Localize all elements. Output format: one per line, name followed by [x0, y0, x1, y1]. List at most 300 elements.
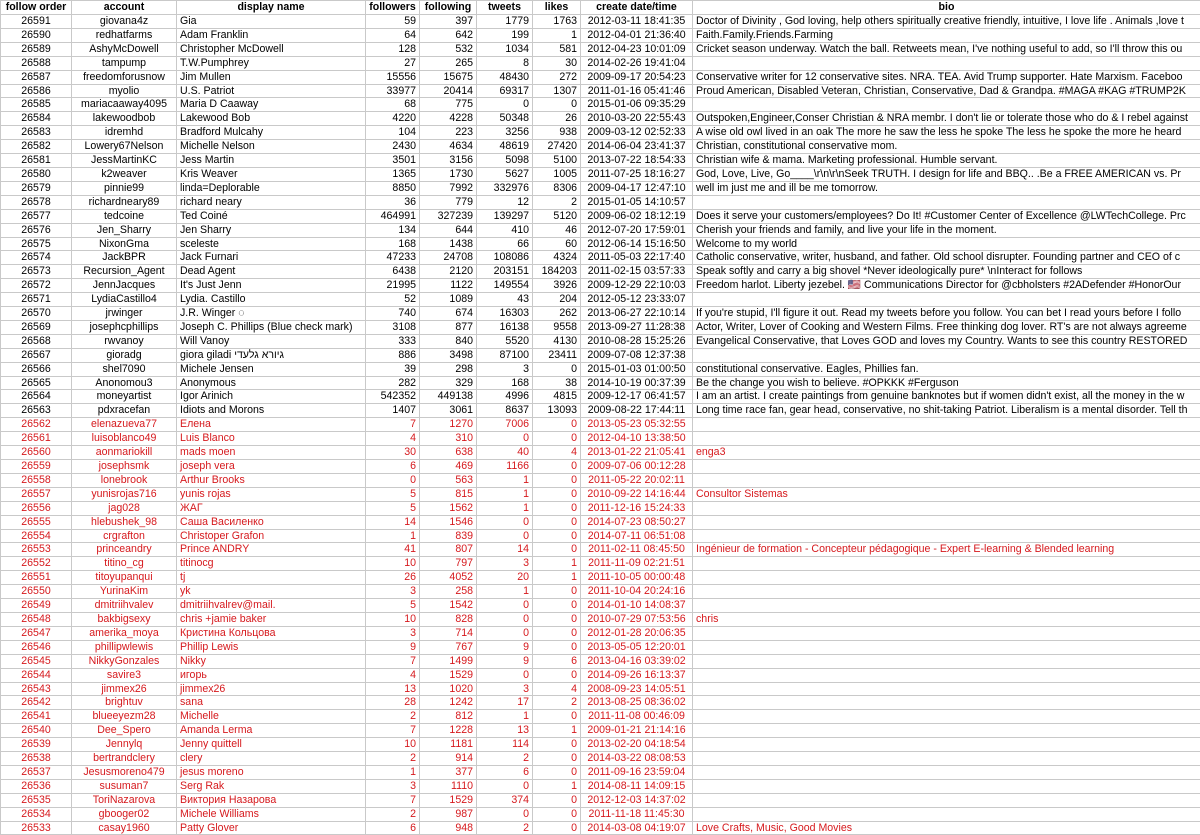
- cell-bio[interactable]: [693, 195, 1200, 209]
- cell-followers[interactable]: 3: [366, 626, 420, 640]
- header-likes[interactable]: likes: [533, 1, 581, 15]
- cell-followers[interactable]: 10: [366, 612, 420, 626]
- cell-following[interactable]: 840: [420, 334, 477, 348]
- cell-following[interactable]: 812: [420, 710, 477, 724]
- cell-likes[interactable]: 6: [533, 654, 581, 668]
- cell-follow-order[interactable]: 26539: [1, 738, 72, 752]
- cell-create-date[interactable]: 2015-01-03 01:00:50: [581, 362, 693, 376]
- cell-display-name[interactable]: Christoper Grafon: [177, 529, 366, 543]
- cell-follow-order[interactable]: 26589: [1, 42, 72, 56]
- cell-tweets[interactable]: 332976: [477, 181, 533, 195]
- cell-likes[interactable]: 5120: [533, 209, 581, 223]
- cell-follow-order[interactable]: 26556: [1, 501, 72, 515]
- cell-following[interactable]: 1228: [420, 724, 477, 738]
- cell-followers[interactable]: 13: [366, 682, 420, 696]
- cell-create-date[interactable]: 2013-02-20 04:18:54: [581, 738, 693, 752]
- header-bio[interactable]: bio: [693, 1, 1200, 15]
- cell-following[interactable]: 327239: [420, 209, 477, 223]
- cell-likes[interactable]: 0: [533, 765, 581, 779]
- cell-following[interactable]: 1529: [420, 793, 477, 807]
- cell-following[interactable]: 828: [420, 612, 477, 626]
- cell-tweets[interactable]: 374: [477, 793, 533, 807]
- cell-create-date[interactable]: 2012-04-23 10:01:09: [581, 42, 693, 56]
- cell-display-name[interactable]: Michelle: [177, 710, 366, 724]
- cell-tweets[interactable]: 4996: [477, 390, 533, 404]
- cell-account[interactable]: Lowery67Nelson: [72, 140, 177, 154]
- cell-bio[interactable]: Speak softly and carry a big shovel *Never ideologically pure* \nInteract for follows: [693, 265, 1200, 279]
- cell-account[interactable]: jimmex26: [72, 682, 177, 696]
- cell-create-date[interactable]: 2014-06-04 23:41:37: [581, 140, 693, 154]
- cell-follow-order[interactable]: 26548: [1, 612, 72, 626]
- cell-tweets[interactable]: 168: [477, 376, 533, 390]
- cell-likes[interactable]: 1: [533, 779, 581, 793]
- cell-followers[interactable]: 464991: [366, 209, 420, 223]
- cell-account[interactable]: pdxracefan: [72, 404, 177, 418]
- cell-likes[interactable]: 0: [533, 501, 581, 515]
- cell-bio[interactable]: I am an artist. I create paintings from genuine banknotes but if women didn't exist, all the money in the w: [693, 390, 1200, 404]
- cell-follow-order[interactable]: 26586: [1, 84, 72, 98]
- cell-followers[interactable]: 41: [366, 543, 420, 557]
- cell-following[interactable]: 3061: [420, 404, 477, 418]
- cell-likes[interactable]: 0: [533, 668, 581, 682]
- cell-follow-order[interactable]: 26560: [1, 446, 72, 460]
- cell-tweets[interactable]: 40: [477, 446, 533, 460]
- cell-display-name[interactable]: J.R. Winger ◌: [177, 307, 366, 321]
- cell-follow-order[interactable]: 26535: [1, 793, 72, 807]
- cell-likes[interactable]: 184203: [533, 265, 581, 279]
- cell-likes[interactable]: 1763: [533, 15, 581, 29]
- cell-bio[interactable]: [693, 529, 1200, 543]
- cell-followers[interactable]: 7: [366, 724, 420, 738]
- cell-following[interactable]: 15675: [420, 70, 477, 84]
- cell-following[interactable]: 329: [420, 376, 477, 390]
- cell-follow-order[interactable]: 26559: [1, 460, 72, 474]
- cell-bio[interactable]: Ingénieur de formation - Concepteur pédagogique - Expert E-learning & Blended learning: [693, 543, 1200, 557]
- cell-followers[interactable]: 8850: [366, 181, 420, 195]
- cell-bio[interactable]: [693, 779, 1200, 793]
- cell-bio[interactable]: [693, 738, 1200, 752]
- cell-display-name[interactable]: Joseph C. Phillips (Blue check mark): [177, 320, 366, 334]
- cell-follow-order[interactable]: 26590: [1, 28, 72, 42]
- cell-display-name[interactable]: U.S. Patriot: [177, 84, 366, 98]
- cell-display-name[interactable]: Bradford Mulcahy: [177, 126, 366, 140]
- cell-account[interactable]: pinnie99: [72, 181, 177, 195]
- cell-followers[interactable]: 333: [366, 334, 420, 348]
- cell-create-date[interactable]: 2013-04-16 03:39:02: [581, 654, 693, 668]
- cell-create-date[interactable]: 2013-01-22 21:05:41: [581, 446, 693, 460]
- cell-create-date[interactable]: 2014-07-23 08:50:27: [581, 515, 693, 529]
- cell-followers[interactable]: 3: [366, 779, 420, 793]
- cell-account[interactable]: freedomforusnow: [72, 70, 177, 84]
- cell-bio[interactable]: [693, 501, 1200, 515]
- cell-followers[interactable]: 5: [366, 501, 420, 515]
- cell-tweets[interactable]: 13: [477, 724, 533, 738]
- cell-bio[interactable]: [693, 515, 1200, 529]
- cell-follow-order[interactable]: 26571: [1, 293, 72, 307]
- cell-tweets[interactable]: 5098: [477, 154, 533, 168]
- cell-tweets[interactable]: 1: [477, 710, 533, 724]
- cell-following[interactable]: 265: [420, 56, 477, 70]
- cell-likes[interactable]: 0: [533, 460, 581, 474]
- cell-create-date[interactable]: 2011-11-18 11:45:30: [581, 807, 693, 821]
- cell-create-date[interactable]: 2015-01-06 09:35:29: [581, 98, 693, 112]
- cell-following[interactable]: 1242: [420, 696, 477, 710]
- cell-likes[interactable]: 0: [533, 529, 581, 543]
- cell-display-name[interactable]: Christopher McDowell: [177, 42, 366, 56]
- cell-likes[interactable]: 4: [533, 682, 581, 696]
- cell-following[interactable]: 223: [420, 126, 477, 140]
- cell-following[interactable]: 815: [420, 487, 477, 501]
- cell-likes[interactable]: 272: [533, 70, 581, 84]
- cell-follow-order[interactable]: 26542: [1, 696, 72, 710]
- cell-follow-order[interactable]: 26582: [1, 140, 72, 154]
- cell-follow-order[interactable]: 26538: [1, 752, 72, 766]
- cell-bio[interactable]: Freedom harlot. Liberty jezebel. 🇺🇸 Communications Director for @cbholsters #2ADefender #HonorOur: [693, 279, 1200, 293]
- cell-bio[interactable]: chris: [693, 612, 1200, 626]
- cell-followers[interactable]: 30: [366, 446, 420, 460]
- cell-bio[interactable]: Conservative writer for 12 conservative sites. NRA. TEA. Avid Trump supporter. Hate Marxism. Faceboo: [693, 70, 1200, 84]
- cell-likes[interactable]: 0: [533, 599, 581, 613]
- cell-tweets[interactable]: 1166: [477, 460, 533, 474]
- cell-following[interactable]: 1529: [420, 668, 477, 682]
- cell-tweets[interactable]: 410: [477, 223, 533, 237]
- cell-create-date[interactable]: 2012-12-03 14:37:02: [581, 793, 693, 807]
- cell-account[interactable]: lakewoodbob: [72, 112, 177, 126]
- cell-display-name[interactable]: Maria D Caaway: [177, 98, 366, 112]
- cell-bio[interactable]: Outspoken,Engineer,Conser Christian & NRA membr. I don't lie or tolerate those who do & I rebel against: [693, 112, 1200, 126]
- cell-bio[interactable]: Consultor Sistemas: [693, 487, 1200, 501]
- cell-bio[interactable]: well im just me and ill be me tomorrow.: [693, 181, 1200, 195]
- cell-account[interactable]: elenazueva77: [72, 418, 177, 432]
- cell-display-name[interactable]: T.W.Pumphrey: [177, 56, 366, 70]
- cell-likes[interactable]: 1: [533, 724, 581, 738]
- cell-create-date[interactable]: 2011-02-11 08:45:50: [581, 543, 693, 557]
- cell-following[interactable]: 3156: [420, 154, 477, 168]
- cell-followers[interactable]: 6: [366, 821, 420, 835]
- cell-followers[interactable]: 2: [366, 710, 420, 724]
- cell-display-name[interactable]: chris +jamie baker: [177, 612, 366, 626]
- cell-create-date[interactable]: 2011-11-09 02:21:51: [581, 557, 693, 571]
- cell-bio[interactable]: Be the change you wish to believe. #OPKKK #Ferguson: [693, 376, 1200, 390]
- cell-bio[interactable]: Long time race fan, gear head, conservative, no shit-taking Patriot. Liberalism is a mental disorder. Tell th: [693, 404, 1200, 418]
- cell-followers[interactable]: 282: [366, 376, 420, 390]
- cell-likes[interactable]: 5100: [533, 154, 581, 168]
- cell-bio[interactable]: A wise old owl lived in an oak The more he saw the less he spoke The less he spoke the more he heard: [693, 126, 1200, 140]
- cell-likes[interactable]: 4324: [533, 251, 581, 265]
- cell-create-date[interactable]: 2012-04-10 13:38:50: [581, 432, 693, 446]
- cell-create-date[interactable]: 2014-02-26 19:41:04: [581, 56, 693, 70]
- cell-create-date[interactable]: 2009-07-08 12:37:38: [581, 348, 693, 362]
- cell-follow-order[interactable]: 26575: [1, 237, 72, 251]
- cell-follow-order[interactable]: 26583: [1, 126, 72, 140]
- cell-create-date[interactable]: 2010-08-28 15:25:26: [581, 334, 693, 348]
- cell-bio[interactable]: [693, 752, 1200, 766]
- cell-account[interactable]: josephcphillips: [72, 320, 177, 334]
- cell-account[interactable]: JessMartinKC: [72, 154, 177, 168]
- cell-follow-order[interactable]: 26587: [1, 70, 72, 84]
- cell-create-date[interactable]: 2012-03-11 18:41:35: [581, 15, 693, 29]
- cell-tweets[interactable]: 14: [477, 543, 533, 557]
- cell-create-date[interactable]: 2014-10-19 00:37:39: [581, 376, 693, 390]
- cell-display-name[interactable]: Michelle Nelson: [177, 140, 366, 154]
- cell-bio[interactable]: God, Love, Live, Go____\r\n\r\nSeek TRUTH. I design for life and BBQ.. .Be a FREE AMERICAN vs. Pr: [693, 167, 1200, 181]
- cell-likes[interactable]: 38: [533, 376, 581, 390]
- cell-follow-order[interactable]: 26552: [1, 557, 72, 571]
- cell-create-date[interactable]: 2014-01-10 14:08:37: [581, 599, 693, 613]
- cell-follow-order[interactable]: 26537: [1, 765, 72, 779]
- cell-create-date[interactable]: 2014-03-22 08:08:53: [581, 752, 693, 766]
- cell-follow-order[interactable]: 26579: [1, 181, 72, 195]
- cell-display-name[interactable]: Jess Martin: [177, 154, 366, 168]
- cell-display-name[interactable]: sana: [177, 696, 366, 710]
- cell-follow-order[interactable]: 26578: [1, 195, 72, 209]
- cell-follow-order[interactable]: 26561: [1, 432, 72, 446]
- cell-followers[interactable]: 740: [366, 307, 420, 321]
- cell-followers[interactable]: 1: [366, 765, 420, 779]
- cell-account[interactable]: YurinaKim: [72, 585, 177, 599]
- cell-following[interactable]: 877: [420, 320, 477, 334]
- cell-account[interactable]: NixonGma: [72, 237, 177, 251]
- cell-likes[interactable]: 30: [533, 56, 581, 70]
- cell-followers[interactable]: 1: [366, 529, 420, 543]
- cell-followers[interactable]: 7: [366, 654, 420, 668]
- cell-tweets[interactable]: 1: [477, 585, 533, 599]
- cell-bio[interactable]: Christian wife & mama. Marketing professional. Humble servant.: [693, 154, 1200, 168]
- cell-follow-order[interactable]: 26554: [1, 529, 72, 543]
- cell-tweets[interactable]: 3: [477, 682, 533, 696]
- cell-followers[interactable]: 5: [366, 599, 420, 613]
- cell-followers[interactable]: 3501: [366, 154, 420, 168]
- cell-create-date[interactable]: 2009-01-21 21:14:16: [581, 724, 693, 738]
- cell-bio[interactable]: Cherish your friends and family, and live your life in the moment.: [693, 223, 1200, 237]
- cell-following[interactable]: 258: [420, 585, 477, 599]
- cell-tweets[interactable]: 2: [477, 752, 533, 766]
- cell-create-date[interactable]: 2011-10-04 20:24:16: [581, 585, 693, 599]
- cell-following[interactable]: 644: [420, 223, 477, 237]
- cell-followers[interactable]: 4: [366, 668, 420, 682]
- cell-display-name[interactable]: Кристина Кольцова: [177, 626, 366, 640]
- cell-display-name[interactable]: Елена: [177, 418, 366, 432]
- cell-likes[interactable]: 262: [533, 307, 581, 321]
- cell-follow-order[interactable]: 26551: [1, 571, 72, 585]
- cell-likes[interactable]: 0: [533, 543, 581, 557]
- cell-tweets[interactable]: 69317: [477, 84, 533, 98]
- cell-create-date[interactable]: 2009-07-06 00:12:28: [581, 460, 693, 474]
- cell-account[interactable]: gbooger02: [72, 807, 177, 821]
- cell-account[interactable]: titino_cg: [72, 557, 177, 571]
- cell-followers[interactable]: 886: [366, 348, 420, 362]
- cell-tweets[interactable]: 0: [477, 98, 533, 112]
- cell-follow-order[interactable]: 26547: [1, 626, 72, 640]
- cell-tweets[interactable]: 0: [477, 779, 533, 793]
- cell-account[interactable]: Anonomou3: [72, 376, 177, 390]
- cell-likes[interactable]: 1: [533, 28, 581, 42]
- cell-followers[interactable]: 3108: [366, 320, 420, 334]
- cell-account[interactable]: LydiaCastillo4: [72, 293, 177, 307]
- cell-follow-order[interactable]: 26584: [1, 112, 72, 126]
- cell-create-date[interactable]: 2009-06-02 18:12:19: [581, 209, 693, 223]
- cell-follow-order[interactable]: 26545: [1, 654, 72, 668]
- cell-create-date[interactable]: 2011-09-16 23:59:04: [581, 765, 693, 779]
- cell-likes[interactable]: 0: [533, 752, 581, 766]
- cell-display-name[interactable]: clery: [177, 752, 366, 766]
- cell-tweets[interactable]: 8: [477, 56, 533, 70]
- cell-tweets[interactable]: 108086: [477, 251, 533, 265]
- cell-follow-order[interactable]: 26570: [1, 307, 72, 321]
- cell-following[interactable]: 839: [420, 529, 477, 543]
- cell-bio[interactable]: Cricket season underway. Watch the ball. Retweets mean, I've nothing useful to add, so I'll throw this ou: [693, 42, 1200, 56]
- cell-display-name[interactable]: Patty Glover: [177, 821, 366, 835]
- cell-create-date[interactable]: 2013-06-27 22:10:14: [581, 307, 693, 321]
- cell-bio[interactable]: constitutional conservative. Eagles, Phillies fan.: [693, 362, 1200, 376]
- cell-bio[interactable]: [693, 293, 1200, 307]
- cell-create-date[interactable]: 2011-12-16 15:24:33: [581, 501, 693, 515]
- cell-display-name[interactable]: Prince ANDRY: [177, 543, 366, 557]
- cell-create-date[interactable]: 2012-04-01 21:36:40: [581, 28, 693, 42]
- cell-following[interactable]: 638: [420, 446, 477, 460]
- cell-create-date[interactable]: 2011-01-16 05:41:46: [581, 84, 693, 98]
- cell-followers[interactable]: 9: [366, 640, 420, 654]
- cell-account[interactable]: JennJacques: [72, 279, 177, 293]
- cell-likes[interactable]: 2: [533, 696, 581, 710]
- cell-follow-order[interactable]: 26562: [1, 418, 72, 432]
- cell-account[interactable]: giovana4z: [72, 15, 177, 29]
- header-following[interactable]: following: [420, 1, 477, 15]
- cell-account[interactable]: mariacaaway4095: [72, 98, 177, 112]
- cell-following[interactable]: 2120: [420, 265, 477, 279]
- cell-tweets[interactable]: 1779: [477, 15, 533, 29]
- cell-likes[interactable]: 9558: [533, 320, 581, 334]
- cell-display-name[interactable]: Lakewood Bob: [177, 112, 366, 126]
- cell-followers[interactable]: 542352: [366, 390, 420, 404]
- cell-follow-order[interactable]: 26566: [1, 362, 72, 376]
- cell-tweets[interactable]: 1034: [477, 42, 533, 56]
- cell-display-name[interactable]: yunis rojas: [177, 487, 366, 501]
- cell-display-name[interactable]: игорь: [177, 668, 366, 682]
- cell-display-name[interactable]: Igor Arinich: [177, 390, 366, 404]
- cell-account[interactable]: Dee_Spero: [72, 724, 177, 738]
- cell-followers[interactable]: 1365: [366, 167, 420, 181]
- cell-follow-order[interactable]: 26558: [1, 473, 72, 487]
- cell-create-date[interactable]: 2014-03-08 04:19:07: [581, 821, 693, 835]
- cell-bio[interactable]: Actor, Writer, Lover of Cooking and Western Films. Free thinking dog lover. RT's are not always agreeme: [693, 320, 1200, 334]
- cell-follow-order[interactable]: 26568: [1, 334, 72, 348]
- cell-following[interactable]: 1546: [420, 515, 477, 529]
- cell-following[interactable]: 469: [420, 460, 477, 474]
- cell-tweets[interactable]: 9: [477, 640, 533, 654]
- cell-likes[interactable]: 0: [533, 585, 581, 599]
- cell-followers[interactable]: 33977: [366, 84, 420, 98]
- cell-display-name[interactable]: Dead Agent: [177, 265, 366, 279]
- cell-tweets[interactable]: 0: [477, 612, 533, 626]
- cell-bio[interactable]: Evangelical Conservative, that Loves GOD and loves my Country. Wants to see this country RESTORED: [693, 334, 1200, 348]
- cell-followers[interactable]: 21995: [366, 279, 420, 293]
- cell-account[interactable]: gioradg: [72, 348, 177, 362]
- cell-bio[interactable]: [693, 585, 1200, 599]
- cell-account[interactable]: crgrafton: [72, 529, 177, 543]
- cell-likes[interactable]: 0: [533, 640, 581, 654]
- cell-bio[interactable]: [693, 724, 1200, 738]
- cell-create-date[interactable]: 2014-07-11 06:51:08: [581, 529, 693, 543]
- cell-following[interactable]: 532: [420, 42, 477, 56]
- cell-bio[interactable]: [693, 654, 1200, 668]
- cell-display-name[interactable]: Serg Rak: [177, 779, 366, 793]
- cell-account[interactable]: brightuv: [72, 696, 177, 710]
- cell-following[interactable]: 298: [420, 362, 477, 376]
- cell-bio[interactable]: [693, 696, 1200, 710]
- cell-tweets[interactable]: 0: [477, 626, 533, 640]
- cell-follow-order[interactable]: 26581: [1, 154, 72, 168]
- cell-followers[interactable]: 47233: [366, 251, 420, 265]
- cell-follow-order[interactable]: 26555: [1, 515, 72, 529]
- cell-following[interactable]: 1562: [420, 501, 477, 515]
- cell-followers[interactable]: 128: [366, 42, 420, 56]
- cell-likes[interactable]: 1: [533, 557, 581, 571]
- cell-followers[interactable]: 4: [366, 432, 420, 446]
- cell-display-name[interactable]: Amanda Lerma: [177, 724, 366, 738]
- cell-create-date[interactable]: 2014-09-26 16:13:37: [581, 668, 693, 682]
- cell-follow-order[interactable]: 26549: [1, 599, 72, 613]
- cell-follow-order[interactable]: 26585: [1, 98, 72, 112]
- cell-follow-order[interactable]: 26580: [1, 167, 72, 181]
- cell-bio[interactable]: [693, 710, 1200, 724]
- cell-follow-order[interactable]: 26563: [1, 404, 72, 418]
- cell-tweets[interactable]: 12: [477, 195, 533, 209]
- cell-likes[interactable]: 0: [533, 432, 581, 446]
- cell-tweets[interactable]: 9: [477, 654, 533, 668]
- cell-account[interactable]: Recursion_Agent: [72, 265, 177, 279]
- cell-follow-order[interactable]: 26572: [1, 279, 72, 293]
- cell-display-name[interactable]: Jen Sharry: [177, 223, 366, 237]
- cell-likes[interactable]: 23411: [533, 348, 581, 362]
- cell-followers[interactable]: 1407: [366, 404, 420, 418]
- cell-display-name[interactable]: Adam Franklin: [177, 28, 366, 42]
- cell-likes[interactable]: 4: [533, 446, 581, 460]
- cell-display-name[interactable]: Jenny quittell: [177, 738, 366, 752]
- cell-tweets[interactable]: 48430: [477, 70, 533, 84]
- cell-create-date[interactable]: 2012-01-28 20:06:35: [581, 626, 693, 640]
- cell-account[interactable]: ToriNazarova: [72, 793, 177, 807]
- cell-create-date[interactable]: 2015-01-05 14:10:57: [581, 195, 693, 209]
- cell-tweets[interactable]: 3256: [477, 126, 533, 140]
- cell-account[interactable]: dmitriihvalev: [72, 599, 177, 613]
- cell-likes[interactable]: 1307: [533, 84, 581, 98]
- cell-followers[interactable]: 27: [366, 56, 420, 70]
- cell-followers[interactable]: 28: [366, 696, 420, 710]
- cell-likes[interactable]: 26: [533, 112, 581, 126]
- cell-follow-order[interactable]: 26576: [1, 223, 72, 237]
- cell-display-name[interactable]: ЖАГ: [177, 501, 366, 515]
- cell-account[interactable]: idremhd: [72, 126, 177, 140]
- cell-followers[interactable]: 5: [366, 487, 420, 501]
- cell-bio[interactable]: [693, 557, 1200, 571]
- cell-following[interactable]: 1089: [420, 293, 477, 307]
- cell-create-date[interactable]: 2011-05-22 20:02:11: [581, 473, 693, 487]
- cell-likes[interactable]: 0: [533, 473, 581, 487]
- cell-display-name[interactable]: Jim Mullen: [177, 70, 366, 84]
- cell-following[interactable]: 7992: [420, 181, 477, 195]
- cell-display-name[interactable]: Anonymous: [177, 376, 366, 390]
- cell-followers[interactable]: 7: [366, 793, 420, 807]
- cell-followers[interactable]: 4220: [366, 112, 420, 126]
- cell-create-date[interactable]: 2011-05-03 22:17:40: [581, 251, 693, 265]
- cell-following[interactable]: 377: [420, 765, 477, 779]
- cell-tweets[interactable]: 1: [477, 487, 533, 501]
- cell-likes[interactable]: 4815: [533, 390, 581, 404]
- cell-create-date[interactable]: 2010-09-22 14:16:44: [581, 487, 693, 501]
- cell-tweets[interactable]: 8637: [477, 404, 533, 418]
- cell-follow-order[interactable]: 26536: [1, 779, 72, 793]
